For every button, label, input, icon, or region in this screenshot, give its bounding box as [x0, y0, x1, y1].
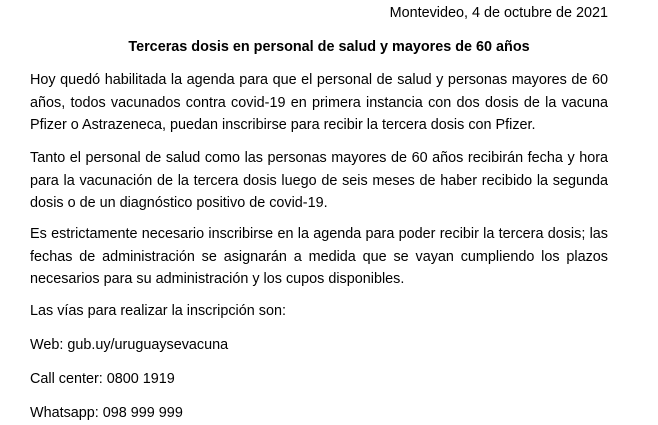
paragraph-agenda-enabled: Hoy quedó habilitada la agenda para que el personal de salud y personas mayores de 60 años, todos vacunados contra covid-19 en primera instancia con dos dosis de la vacuna Pfizer o Astrazeneca, puedan inscribirse para recibir la tercera dosis con Pfizer. [30, 72, 608, 133]
channel-web: Web: gub.uy/uruguaysevacuna [30, 337, 229, 353]
place-date: Montevideo, 4 de octubre de 2021 [389, 5, 608, 21]
channel-whatsapp: Whatsapp: 098 999 999 [30, 405, 183, 421]
paragraph-registration-required: Es estrictamente necesario inscribirse en la agenda para poder recibir la tercera dosis; las fechas de administración se asignarán a medida que se vayan cumpliendo los plazos necesarios para su administración y los cupos disponibles. [30, 226, 608, 287]
channels-intro: Las vías para realizar la inscripción son: [30, 303, 286, 319]
paragraph-vaccination-schedule: Tanto el personal de salud como las personas mayores de 60 años recibirán fecha y hora para la vacunación de la tercera dosis luego de seis meses de haber recibido la segunda dosis o de un diagnóstico positivo de covid-19. [30, 150, 608, 211]
channel-call-center: Call center: 0800 1919 [30, 371, 175, 387]
document-title: Terceras dosis en personal de salud y mayores de 60 años [128, 39, 530, 55]
